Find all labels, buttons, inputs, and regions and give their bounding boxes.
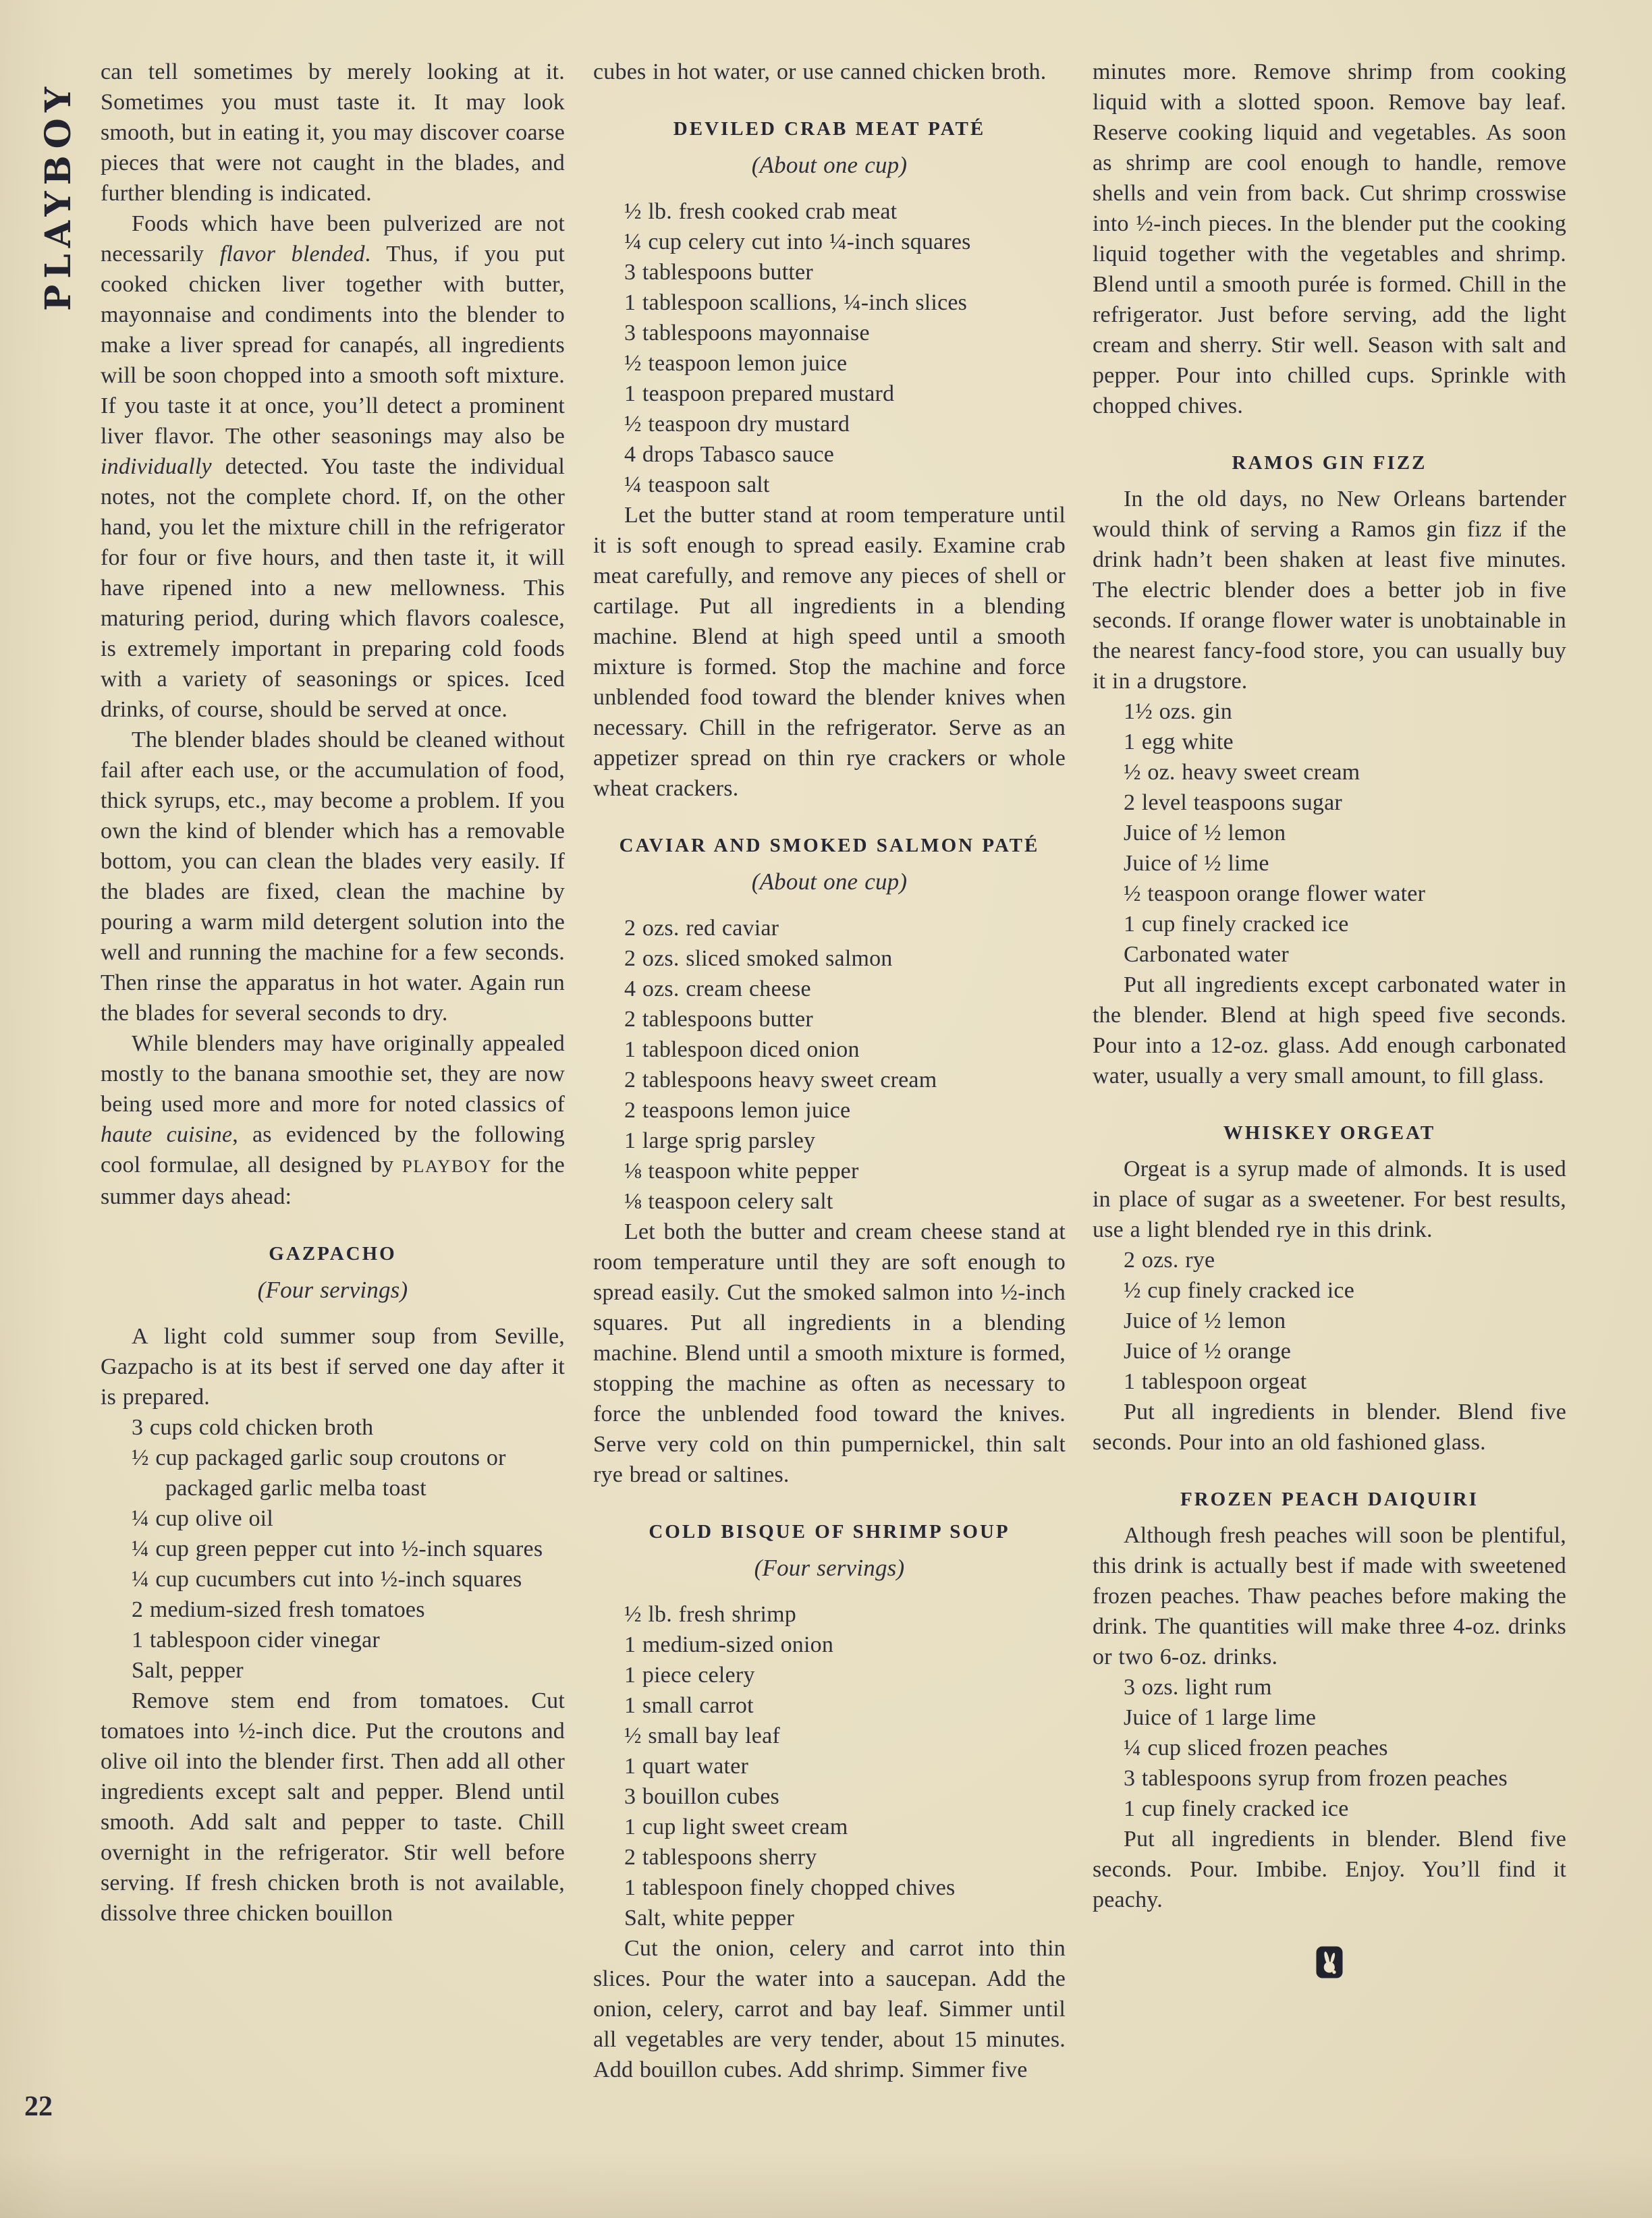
ingredient-list bbox=[593, 913, 1066, 1217]
ingredient-line: 1 cup finely cracked ice bbox=[1124, 912, 1349, 937]
recipe-yield: (Four servings) bbox=[257, 1277, 408, 1303]
ingredient-line: 1 tablespoon diced onion bbox=[624, 1037, 860, 1062]
text-column-middle bbox=[593, 57, 1066, 2085]
recipe-heading: GAZPACHO bbox=[269, 1243, 397, 1265]
ingredient-line: 1 cup finely cracked ice bbox=[1124, 1796, 1349, 1821]
body-paragraph: cubes in hot water, or use canned chicken broth. bbox=[593, 59, 1047, 84]
body-paragraph: The blender blades should be cleaned without fail after each use, or the accumulation of food, thick syrups, etc., may become a problem. If you own the kind of blender which has a removable bottom, you can clean the blades very easily. If the blades are fixed, clean the machine by pouring a warm mild detergent solution into the well and running the machine for a few seconds. Then rinse the apparatus in hot water. Again run the blades for several seconds to dry. bbox=[101, 727, 565, 1026]
ingredient-line: 1 cup light sweet cream bbox=[624, 1814, 848, 1839]
text-column-right bbox=[1093, 57, 1566, 1978]
recipe-heading: WHISKEY ORGEAT bbox=[1223, 1122, 1436, 1144]
body-paragraph: Put all ingredients in blender. Blend five seconds. Pour into an old fashioned glass. bbox=[1093, 1399, 1566, 1455]
ingredient-line: 1½ ozs. gin bbox=[1124, 699, 1232, 724]
body-paragraph: Let the butter stand at room temperature until it is soft enough to spread easily. Examine crab meat carefully, and remove any pieces of shell or cartilage. Put all ingredients in a blending machine. Blend at high speed until a smooth mixture is formed. Stop the machine and force unblended food toward the blender knives when necessary. Chill in the refrigerator. Serve as an appetizer spread on thin rye crackers or whole wheat crackers. bbox=[593, 503, 1066, 801]
ingredient-line: 2 ozs. rye bbox=[1124, 1248, 1215, 1273]
ingredient-line: ½ oz. heavy sweet cream bbox=[1124, 760, 1360, 785]
body-paragraph: Let both the butter and cream cheese stand at room temperature until they are soft enough to spread easily. Cut the smoked salmon into ½-inch squares. Put all ingredients in a blending machine. Blend until a smooth mixture is formed, stopping the machine as often as necessary to force the unblended food toward the knives. Serve very cold on thin pumpernickel, thin salt rye bread or saltines. bbox=[593, 1219, 1066, 1487]
ingredient-line: 1 medium-sized onion bbox=[624, 1632, 834, 1657]
ingredient-line: 3 cups cold chicken broth bbox=[132, 1415, 374, 1440]
ingredient-line: 1 tablespoon cider vinegar bbox=[132, 1628, 380, 1653]
recipe-heading: FROZEN PEACH DAIQUIRI bbox=[1180, 1489, 1479, 1510]
page-number: 22 bbox=[24, 2091, 53, 2122]
ingredient-line: 1 quart water bbox=[624, 1754, 748, 1779]
ingredient-line: ½ lb. fresh cooked crab meat bbox=[624, 199, 898, 224]
body-paragraph: minutes more. Remove shrimp from cooking liquid with a slotted spoon. Remove bay leaf. Reserve cooking liquid and vegetables. As soon as shrimp are cool enough to handle, remove shells and vein from back. Cut shrimp crosswise into ½-inch pieces. In the blender put the cooking liquid together with the vegetables and shrimp. Blend until a smooth purée is formed. Chill in the refrigerator. Just before serving, add the light cream and sherry. Stir well. Season with salt and pepper. Pour into chilled cups. Sprinkle with chopped chives. bbox=[1093, 59, 1566, 418]
playboy-bunny-logo bbox=[1316, 1946, 1343, 1978]
body-paragraph: A light cold summer soup from Seville, Gazpacho is at its best if served one day after it is prepared. bbox=[101, 1324, 565, 1410]
recipe-yield: (About one cup) bbox=[751, 868, 908, 895]
ingredient-line: 3 tablespoons mayonnaise bbox=[624, 321, 870, 345]
ingredient-line: ½ cup finely cracked ice bbox=[1124, 1278, 1355, 1303]
recipe-heading: DEVILED CRAB MEAT PATÉ bbox=[673, 118, 986, 140]
ingredient-line: 2 level teaspoons sugar bbox=[1124, 790, 1342, 815]
ingredient-line: ⅛ teaspoon white pepper bbox=[624, 1159, 859, 1184]
ingredient-line: 2 tablespoons heavy sweet cream bbox=[624, 1068, 937, 1092]
ingredient-line: 2 ozs. red caviar bbox=[624, 916, 779, 941]
ingredient-list bbox=[593, 1599, 1066, 1933]
body-paragraph: Remove stem end from tomatoes. Cut tomatoes into ½-inch dice. Put the croutons and olive oil into the blender first. Then add all other ingredients except salt and pepper. Blend until smooth. Add salt and pepper to taste. Chill overnight in the refrigerator. Stir well before serving. If fresh chicken broth is not available, dissolve three chicken bouillon bbox=[101, 1688, 565, 1926]
ingredient-list bbox=[101, 1412, 565, 1686]
ingredient-line: Juice of ½ lemon bbox=[1124, 1308, 1286, 1333]
recipe-yield: (Four servings) bbox=[754, 1555, 905, 1581]
ingredient-line: 3 tablespoons syrup from frozen peaches bbox=[1124, 1766, 1508, 1791]
body-paragraph: Although fresh peaches will soon be plentiful, this drink is actually best if made with sweetened frozen peaches. Thaw peaches before making the drink. The quantities will make three 4-oz. drinks or two 6-oz. drinks. bbox=[1093, 1523, 1566, 1669]
ingredient-line: ½ small bay leaf bbox=[624, 1723, 780, 1748]
ingredient-line: ¼ cup celery cut into ¼-inch squares bbox=[624, 229, 971, 254]
magazine-title-vertical: PLAYBOY bbox=[38, 81, 79, 311]
ingredient-line: Carbonated water bbox=[1124, 942, 1289, 967]
body-paragraph: Put all ingredients in blender. Blend five seconds. Pour. Imbibe. Enjoy. You’ll find it peachy. bbox=[1093, 1827, 1566, 1912]
ingredient-line: 3 bouillon cubes bbox=[624, 1784, 779, 1809]
ingredient-line: 1 tablespoon scallions, ¼-inch slices bbox=[624, 290, 968, 315]
ingredient-list bbox=[1093, 1672, 1566, 1824]
ingredient-line: 2 tablespoons butter bbox=[624, 1007, 813, 1032]
ingredient-line: 1 egg white bbox=[1124, 729, 1234, 754]
ingredient-line: Salt, pepper bbox=[132, 1658, 244, 1683]
ingredient-line: ¼ cup green pepper cut into ½-inch squares bbox=[132, 1536, 543, 1561]
ingredient-line: 2 teaspoons lemon juice bbox=[624, 1098, 851, 1123]
body-paragraph: Orgeat is a syrup made of almonds. It is used in place of sugar as a sweetener. For best results, use a light blended rye in this drink. bbox=[1093, 1157, 1566, 1242]
ingredient-line: 4 drops Tabasco sauce bbox=[624, 442, 835, 467]
body-paragraph: Put all ingredients except carbonated water in the blender. Blend at high speed five seconds. Pour into a 12-oz. glass. Add enough carbonated water, usually a very small amount, to fill glass. bbox=[1093, 972, 1566, 1088]
ingredient-line: 1 teaspoon prepared mustard bbox=[624, 381, 895, 406]
ingredient-line: 1 large sprig parsley bbox=[624, 1128, 816, 1153]
ingredient-line: Juice of 1 large lime bbox=[1124, 1705, 1317, 1730]
ingredient-line: 4 ozs. cream cheese bbox=[624, 976, 811, 1001]
ingredient-line: 2 medium-sized fresh tomatoes bbox=[132, 1597, 425, 1622]
ingredient-line: ½ cup packaged garlic soup croutons or packaged garlic melba toast bbox=[132, 1445, 506, 1501]
ingredient-line: ¼ cup sliced frozen peaches bbox=[1124, 1736, 1388, 1760]
ingredient-line: 3 tablespoons butter bbox=[624, 260, 813, 285]
ingredient-line: 1 tablespoon orgeat bbox=[1124, 1369, 1307, 1394]
body-paragraph: While blenders may have originally appealed mostly to the banana smoothie set, they are now being used more and more for noted classics of haute cuisine, as evidenced by the following cool formulae, all designed by PLAYBOY for the summer days ahead: bbox=[101, 1031, 565, 1209]
ingredient-list bbox=[1093, 696, 1566, 970]
ingredient-line: ½ teaspoon dry mustard bbox=[624, 412, 850, 437]
ingredient-line: ¼ cup cucumbers cut into ½-inch squares bbox=[132, 1567, 522, 1592]
body-paragraph: can tell sometimes by merely looking at it. Sometimes you must taste it. It may look smooth, but in eating it, you may discover coarse pieces that were not caught in the blades, and further blending is indicated. bbox=[101, 59, 565, 206]
ingredient-line: ½ teaspoon orange flower water bbox=[1124, 881, 1426, 906]
ingredient-line: 1 piece celery bbox=[624, 1663, 755, 1688]
ingredient-list bbox=[1093, 1245, 1566, 1397]
ingredient-line: ½ teaspoon lemon juice bbox=[624, 351, 848, 376]
recipe-heading: CAVIAR AND SMOKED SALMON PATÉ bbox=[619, 835, 1040, 856]
ingredient-line: Juice of ½ lemon bbox=[1124, 821, 1286, 845]
ingredient-line: ⅛ teaspoon celery salt bbox=[624, 1189, 833, 1214]
ingredient-line: ¼ teaspoon salt bbox=[624, 472, 770, 497]
recipe-heading: COLD BISQUE OF SHRIMP SOUP bbox=[649, 1521, 1010, 1543]
recipe-heading: RAMOS GIN FIZZ bbox=[1232, 452, 1427, 474]
ingredient-line: 1 small carrot bbox=[624, 1693, 754, 1718]
end-of-article-mark bbox=[1093, 1946, 1566, 1978]
body-paragraph: In the old days, no New Orleans bartender would think of serving a Ramos gin fizz if the drink hadn’t been shaken at least five minutes. The electric blender does a better job in five seconds. If orange flower water is unobtainable in the nearest fancy-food store, you can usually buy it in a drugstore. bbox=[1093, 487, 1566, 694]
magazine-spine bbox=[38, 81, 81, 331]
ingredient-line: Salt, white pepper bbox=[624, 1906, 795, 1931]
ingredient-line: Juice of ½ orange bbox=[1124, 1339, 1292, 1364]
recipe-yield: (About one cup) bbox=[751, 152, 908, 178]
body-paragraph: Cut the onion, celery and carrot into thin slices. Pour the water into a saucepan. Add the onion, celery, carrot and bay leaf. Simmer until all vegetables are very tender, about 15 minutes. Add bouillon cubes. Add shrimp. Simmer five bbox=[593, 1936, 1066, 2082]
ingredient-list bbox=[593, 196, 1066, 500]
ingredient-line: ½ lb. fresh shrimp bbox=[624, 1602, 796, 1627]
body-paragraph: Foods which have been pulverized are not necessarily flavor blended. Thus, if you put cooked chicken liver together with butter, mayonnaise and condiments into the blender to make a liver spread for canapés, all ingredients will be soon chopped into a smooth soft mixture. If you taste it at once, you’ll detect a prominent liver flavor. The other seasonings may also be individually detected. You taste the individual notes, not the complete chord. If, on the other hand, you let the mixture chill in the refrigerator for four or five hours, and then taste it, it will have ripened into a new mellowness. This maturing period, during which flavors coalesce, is extremely important in preparing cold foods with a variety of seasonings or spices. Iced drinks, of course, should be served at once. bbox=[101, 211, 565, 722]
ingredient-line: 2 ozs. sliced smoked salmon bbox=[624, 946, 893, 971]
ingredient-line: ¼ cup olive oil bbox=[132, 1506, 273, 1531]
text-column-left bbox=[101, 57, 565, 1929]
ingredient-line: Juice of ½ lime bbox=[1124, 851, 1269, 876]
ingredient-line: 1 tablespoon finely chopped chives bbox=[624, 1875, 956, 1900]
ingredient-line: 3 ozs. light rum bbox=[1124, 1675, 1272, 1700]
ingredient-line: 2 tablespoons sherry bbox=[624, 1845, 817, 1870]
